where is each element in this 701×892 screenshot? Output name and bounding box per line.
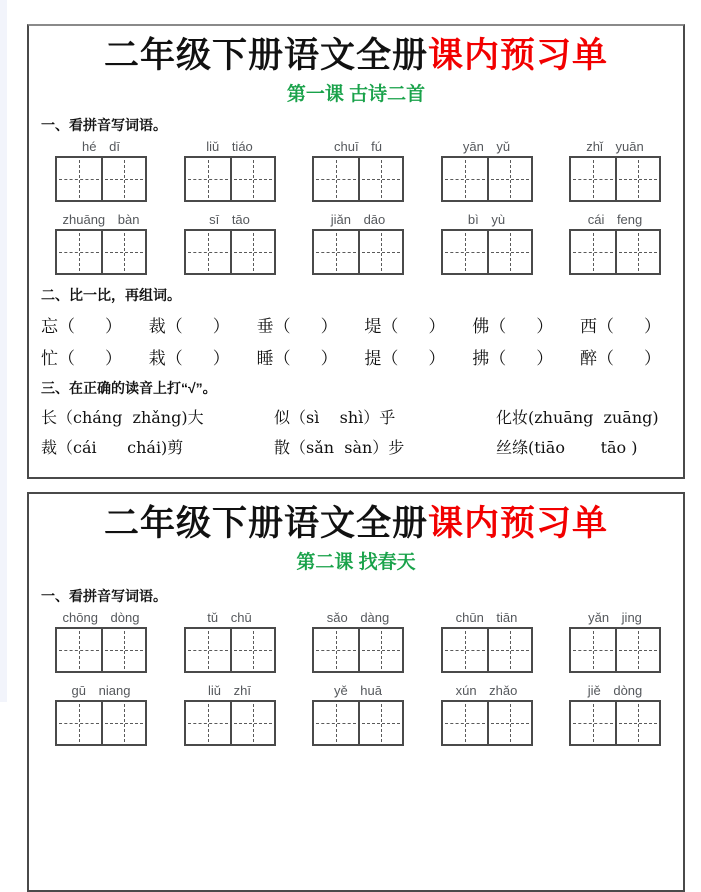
writing-grid xyxy=(312,229,404,275)
pinyin-label: sī tāo xyxy=(209,212,250,228)
close-paren: ） xyxy=(212,317,230,338)
word-group xyxy=(184,683,276,746)
word-group xyxy=(55,212,147,275)
grid-cell xyxy=(358,702,402,744)
pronunciation-item: 长（cháng zhǎng)大 xyxy=(41,408,204,428)
page-card-lesson1 xyxy=(27,24,685,479)
grid-cell xyxy=(358,629,402,671)
word-group xyxy=(441,139,533,202)
compare-row xyxy=(37,344,675,369)
grid-cell xyxy=(186,158,230,200)
open-paren: （ xyxy=(596,317,614,338)
pronunciation-item: 似（sì shì）乎 xyxy=(274,408,396,428)
pronunciation-item: 裁（cái chái)剪 xyxy=(41,438,184,458)
page-card-lesson2 xyxy=(27,492,685,892)
pinyin-label: sǎo dàng xyxy=(326,610,390,626)
open-paren: （ xyxy=(381,317,399,338)
grid-cell xyxy=(186,702,230,744)
close-paren: ） xyxy=(212,349,230,370)
writing-grid xyxy=(55,156,147,202)
pinyin-label: tǔ chū xyxy=(207,610,252,626)
writing-grid xyxy=(569,156,661,202)
section-heading-pinyin: 一、看拼音写词语。 xyxy=(41,588,167,605)
open-paren: （ xyxy=(165,317,183,338)
compare-char: 拂 xyxy=(472,349,490,370)
close-paren: ） xyxy=(320,317,338,338)
writing-grid xyxy=(569,700,661,746)
compare-item xyxy=(257,312,338,337)
word-group xyxy=(184,610,276,673)
grid-cell xyxy=(615,702,659,744)
pronunciation-item: 散（sǎn sàn）步 xyxy=(274,438,405,458)
open-paren: （ xyxy=(58,349,75,370)
word-group xyxy=(312,139,404,202)
writing-grid xyxy=(55,229,147,275)
word-group xyxy=(312,212,404,275)
grid-cell xyxy=(487,158,531,200)
title-accent: 课内预习单 xyxy=(428,36,609,75)
writing-grid xyxy=(55,627,147,673)
compare-char: 提 xyxy=(364,349,382,370)
grid-cell xyxy=(101,702,145,744)
open-paren: （ xyxy=(58,317,75,338)
pinyin-label: zhuāng bàn xyxy=(62,212,140,228)
word-group xyxy=(55,610,147,673)
word-group xyxy=(55,139,147,202)
pinyin-label: hé dī xyxy=(82,139,120,155)
pinyin-label: chūn tiān xyxy=(455,610,518,626)
pinyin-word-row xyxy=(37,139,675,202)
close-paren: ） xyxy=(643,349,661,370)
pinyin-label: jiě dòng xyxy=(587,683,643,699)
close-paren: ） xyxy=(428,349,446,370)
grid-cell xyxy=(571,231,615,273)
writing-grid xyxy=(441,229,533,275)
grid-cell xyxy=(358,231,402,273)
pinyin-label: yě huā xyxy=(333,683,383,699)
pinyin-label: xún zhǎo xyxy=(455,683,518,699)
grid-cell xyxy=(230,158,274,200)
word-group xyxy=(441,212,533,275)
compare-char: 佛 xyxy=(472,317,490,338)
grid-cell xyxy=(443,158,487,200)
viewer-edge-strip xyxy=(0,0,7,702)
grid-cell xyxy=(230,231,274,273)
compare-item xyxy=(580,312,661,337)
grid-cell xyxy=(443,629,487,671)
compare-item xyxy=(257,344,338,369)
close-paren: ） xyxy=(643,317,661,338)
writing-grid xyxy=(184,700,276,746)
close-paren: ） xyxy=(105,349,122,370)
close-paren: ） xyxy=(105,317,122,338)
grid-cell xyxy=(230,702,274,744)
close-paren: ） xyxy=(320,349,338,370)
pinyin-label: zhǐ yuān xyxy=(586,139,644,155)
pinyin-word-row xyxy=(37,610,675,673)
grid-cell xyxy=(443,231,487,273)
open-paren: （ xyxy=(489,317,507,338)
open-paren: （ xyxy=(273,317,291,338)
word-group xyxy=(441,683,533,746)
section-heading-pronunciation: 三、在正确的读音上打“√”。 xyxy=(41,380,217,397)
grid-cell xyxy=(57,158,101,200)
pronunciation-row xyxy=(37,435,675,458)
word-group xyxy=(55,683,147,746)
grid-cell xyxy=(487,629,531,671)
grid-cell xyxy=(101,158,145,200)
writing-grid xyxy=(55,700,147,746)
compare-item xyxy=(149,312,230,337)
compare-item xyxy=(364,344,445,369)
compare-item xyxy=(149,344,230,369)
close-paren: ） xyxy=(428,317,446,338)
pinyin-label: jiǎn dāo xyxy=(330,212,386,228)
compare-item xyxy=(472,344,553,369)
compare-char: 裁 xyxy=(148,317,166,338)
open-paren: （ xyxy=(489,349,507,370)
compare-item xyxy=(41,344,122,369)
pronunciation-item: 化妆(zhuāng zuāng) xyxy=(496,408,659,428)
compare-char: 堤 xyxy=(364,317,382,338)
writing-grid xyxy=(312,700,404,746)
compare-char: 西 xyxy=(579,317,597,338)
writing-grid xyxy=(441,627,533,673)
word-group xyxy=(569,139,661,202)
writing-grid xyxy=(312,627,404,673)
word-group xyxy=(569,610,661,673)
grid-cell xyxy=(314,629,358,671)
compare-item xyxy=(41,312,122,337)
pronunciation-item: 丝绦(tiāo tāo ) xyxy=(496,438,638,458)
compare-char: 睡 xyxy=(256,349,274,370)
pinyin-label: yān yǔ xyxy=(462,139,511,155)
grid-cell xyxy=(615,629,659,671)
pinyin-label: liǔ zhī xyxy=(208,683,251,699)
close-paren: ） xyxy=(536,317,554,338)
grid-cell xyxy=(314,158,358,200)
lesson-subtitle: 第二课 找春天 xyxy=(296,552,416,574)
open-paren: （ xyxy=(596,349,614,370)
grid-cell xyxy=(615,231,659,273)
writing-grid xyxy=(184,627,276,673)
title-accent: 课内预习单 xyxy=(428,504,609,543)
writing-grid xyxy=(312,156,404,202)
grid-cell xyxy=(314,702,358,744)
grid-cell xyxy=(57,629,101,671)
open-paren: （ xyxy=(273,349,291,370)
pinyin-label: gū niang xyxy=(71,683,131,699)
writing-grid xyxy=(441,700,533,746)
grid-cell xyxy=(571,158,615,200)
grid-cell xyxy=(230,629,274,671)
section-heading-compare: 二、比一比，再组词。 xyxy=(41,287,181,304)
pinyin-label: yǎn jing xyxy=(588,610,642,626)
grid-cell xyxy=(358,158,402,200)
grid-cell xyxy=(101,629,145,671)
word-group xyxy=(312,610,404,673)
title-main: 二年级下册语文全册 xyxy=(103,36,428,75)
grid-cell xyxy=(571,629,615,671)
compare-char: 垂 xyxy=(256,317,274,338)
open-paren: （ xyxy=(381,349,399,370)
word-group xyxy=(184,212,276,275)
word-group xyxy=(569,212,661,275)
word-group xyxy=(569,683,661,746)
word-group xyxy=(184,139,276,202)
compare-row xyxy=(37,312,675,337)
open-paren: （ xyxy=(165,349,183,370)
grid-cell xyxy=(186,629,230,671)
grid-cell xyxy=(615,158,659,200)
pinyin-word-row xyxy=(37,683,675,746)
grid-cell xyxy=(487,702,531,744)
pinyin-label: bì yù xyxy=(467,212,506,228)
grid-cell xyxy=(443,702,487,744)
pinyin-label: chuī fú xyxy=(333,139,383,155)
lesson-subtitle: 第一课 古诗二首 xyxy=(286,84,426,106)
grid-cell xyxy=(487,231,531,273)
grid-cell xyxy=(186,231,230,273)
writing-grid xyxy=(569,627,661,673)
compare-item xyxy=(472,312,553,337)
grid-cell xyxy=(57,231,101,273)
compare-char: 忘 xyxy=(41,317,58,338)
writing-grid xyxy=(184,229,276,275)
word-group xyxy=(312,683,404,746)
compare-item xyxy=(364,312,445,337)
pinyin-word-row xyxy=(37,212,675,275)
pronunciation-row xyxy=(37,405,675,428)
word-group xyxy=(441,610,533,673)
pinyin-label: chōng dòng xyxy=(62,610,140,626)
writing-grid xyxy=(184,156,276,202)
grid-cell xyxy=(101,231,145,273)
pinyin-label: liǔ tiáo xyxy=(206,139,253,155)
compare-char: 栽 xyxy=(148,349,166,370)
worksheet-sheet xyxy=(27,24,685,892)
section-heading-pinyin: 一、看拼音写词语。 xyxy=(41,117,167,134)
grid-cell xyxy=(57,702,101,744)
title-main: 二年级下册语文全册 xyxy=(103,504,428,543)
grid-cell xyxy=(314,231,358,273)
worksheet-title xyxy=(37,36,675,76)
compare-item xyxy=(580,344,661,369)
compare-char: 醉 xyxy=(579,349,597,370)
worksheet-title xyxy=(37,504,675,544)
writing-grid xyxy=(441,156,533,202)
compare-char: 忙 xyxy=(41,349,58,370)
grid-cell xyxy=(571,702,615,744)
pinyin-label: cái feng xyxy=(587,212,643,228)
writing-grid xyxy=(569,229,661,275)
close-paren: ） xyxy=(536,349,554,370)
